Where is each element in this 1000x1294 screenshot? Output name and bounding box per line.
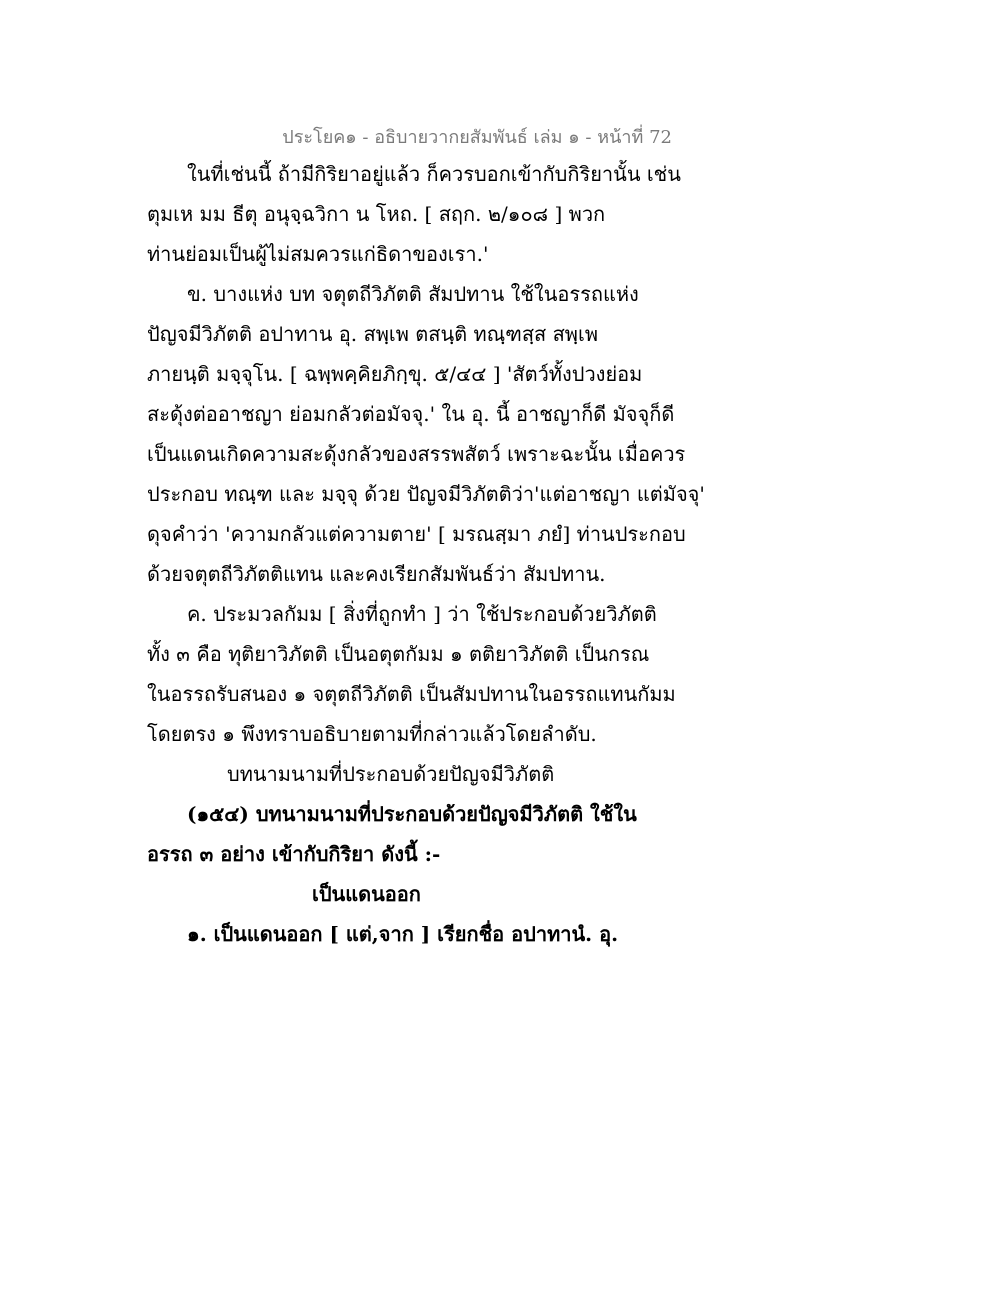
- sub-heading: เป็นแดนออก: [312, 882, 421, 906]
- text-line: ตุมเห มม ธีตุ อนุจฺฉวิกา น โหถ. [ สฤก. ๒/๑๐๘ ] พวก: [147, 202, 606, 226]
- text-line: ในอรรถรับสนอง ๑ จตุตถีวิภัตติ เป็นสัมปทานในอรรถแทนกัมม: [147, 682, 676, 706]
- text-line: ด้วยจตุตถีวิภัตติแทน และคงเรียกสัมพันธ์ว่า สัมปทาน.: [147, 562, 606, 586]
- text-line: ทั้ง ๓ คือ ทุติยาวิภัตติ เป็นอตุตกัมม ๑ ตติยาวิภัตติ เป็นกรณ: [147, 642, 650, 666]
- text-line: ปัญจมีวิภัตติ อปาทาน อุ. สพฺเพ ตสนฺติ ทณฺฑสฺส สพฺเพ: [147, 322, 598, 346]
- section-heading: บทนามนามที่ประกอบด้วยปัญจมีวิภัตติ: [227, 762, 555, 786]
- text-line: ดุจคำว่า 'ความกลัวแต่ความตาย' [ มรณสฺมา ภยํ] ท่านประกอบ: [147, 522, 686, 546]
- text-line: ๑. เป็นแดนออก [ แต่,จาก ] เรียกชื่อ อปาทานํ. อุ.: [187, 922, 619, 946]
- text-line: ประกอบ ทณฺฑ และ มจฺจุ ด้วย ปัญจมีวิภัตติว่า'แต่อาชญา แต่มัจจุ': [147, 482, 705, 506]
- text-line: โดยตรง ๑ พึงทราบอธิบายตามที่กล่าวแล้วโดยลำดับ.: [147, 722, 597, 746]
- text-line: เป็นแดนเกิดความสะดุ้งกลัวของสรรพสัตว์ เพราะฉะนั้น เมื่อควร: [147, 442, 686, 466]
- text-line: ข. บางแห่ง บท จตุตถีวิภัตติ สัมปทาน ใช้ในอรรถแห่ง: [187, 282, 639, 306]
- text-line: ค. ประมวลกัมม [ สิ่งที่ถูกทำ ] ว่า ใช้ประกอบด้วยวิภัตติ: [187, 602, 657, 626]
- text-line: ในที่เช่นนี้ ถ้ามีกิริยาอยู่แล้ว ก็ควรบอกเข้ากับกิริยานั้น เช่น: [187, 162, 681, 186]
- text-line: ภายนฺติ มจฺจุโน. [ ฉพฺพคฺคิยภิกฺขุ. ๕/๔๔ ] 'สัตว์ทั้งปวงย่อม: [147, 362, 643, 386]
- text-line: ท่านย่อมเป็นผู้ไม่สมควรแก่ธิดาของเรา.': [147, 242, 489, 266]
- text-line: สะดุ้งต่ออาชญา ย่อมกลัวต่อมัจจุ.' ใน อุ. นี้ อาชญาก็ดี มัจจุก็ดี: [147, 402, 675, 426]
- page-header: ประโยค๑ - อธิบายวากยสัมพันธ์ เล่ม ๑ - หน้าที่ 72: [282, 127, 672, 148]
- text-line: อรรถ ๓ อย่าง เข้ากับกิริยา ดังนี้ :-: [147, 842, 441, 866]
- text-line: (๑๕๔) บทนามนามที่ประกอบด้วยปัญจมีวิภัตติ ใช้ใน: [187, 802, 637, 826]
